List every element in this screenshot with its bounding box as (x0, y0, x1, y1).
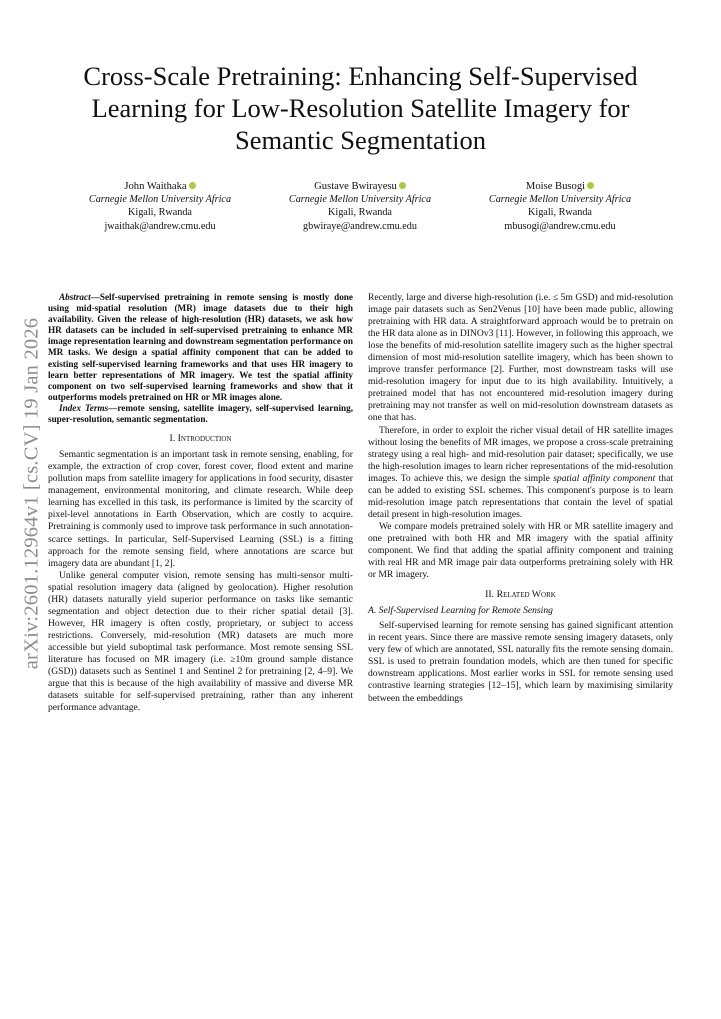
author-name: Moise Busogi (525, 181, 586, 192)
orcid-icon[interactable] (189, 182, 196, 189)
left-column (48, 292, 353, 714)
author-block (60, 180, 660, 233)
section-heading-introduction: I. Introduction (169, 433, 232, 445)
abstract (48, 292, 353, 403)
author-affiliation: Carnegie Mellon University Africa (288, 194, 432, 206)
subsection-heading: A. Self-Supervised Learning for Remote Sensing (368, 605, 553, 617)
paragraph: We compare models pretrained solely with HR or MR satellite imagery and one pretrained with both HR and MR imagery with the spatial affinity component. We find that adding the spatial affinity component and training with real HR and MR image pair data outperforms pretraining solely with HR or MR imagery. (368, 520, 673, 581)
paragraph: Unlike general computer vision, remote sensing has multi-sensor multi-spatial resolution imagery data (aligned by geolocation). Higher resolution (HR) datasets naturally yield superior performance on tasks like semantic segmentation and object detection due to their richer spatial detail [3]. However, HR imagery is often costly, proprietary, or subject to access restrictions. Conversely, mid-resolution (MR) datasets are much more accessible but yield suboptimal task performance. Most remote sensing SSL literature has focused on MR imagery (i.e. ≥10m ground sample distance (GSD)) datasets such as Sentinel 1 and Sentinel 2 for pretraining [2, 4–9]. We argue that this is because of the high availability of massive and diverse MR datasets suitable for self-supervised pretraining, rather than any inherent performance advantage. (48, 569, 353, 714)
abstract-lead: Abstract (59, 292, 91, 302)
author-name: Gustave Bwirayesu (314, 181, 397, 192)
author-1 (60, 180, 260, 233)
paragraph: Semantic segmentation is an important task in remote sensing, enabling, for example, the extraction of crop cover, forest cover, flood extent and marine pollution maps from satellite imagery for applications in food security, disaster management, environmental monitoring, and climate research. While deep learning has excelled in this task, its performance is limited by the scarcity of pixel-level annotations in Earth Observation, which are costly to acquire. Pretraining is commonly used to improve task performance in such annotation-scarce settings. In particular, Self-Supervised Learning (SSL) is a fitting approach for the remote sensing field, where annotations are scarce but imagery data are abundant [1, 2]. (48, 449, 353, 569)
author-affiliation: Carnegie Mellon University Africa (488, 194, 632, 206)
index-terms-lead: Index Terms (59, 402, 109, 413)
author-name: John Waithaka (124, 181, 187, 192)
arxiv-identifier (14, 296, 50, 690)
author-email[interactable]: mbusogi@andrew.cmu.edu (504, 220, 616, 232)
index-terms (48, 403, 353, 425)
author-location: Kigali, Rwanda (128, 207, 192, 219)
author-3 (460, 180, 660, 233)
right-column (368, 292, 673, 705)
abstract-text: —Self-supervised pretraining in remote sensing is mostly done using mid-spatial resolution (MR) image datasets due to their high availability. Given the release of high-resolution (HR) datasets, we ask how HR datasets can be included in self-supervised pretraining to enhance MR image representation learning and downstream segmentation performance on MR tasks. We design a spatial affinity component that can be added to existing self-supervised learning frameworks and that uses HR imagery to learn better representations of MR imagery. We test the spatial affinity component on two self-supervised learning frameworks and show that it outperforms models pretrained on HR or MR images alone. (48, 292, 353, 402)
orcid-icon[interactable] (587, 182, 594, 189)
paper-title: Cross-Scale Pretraining: Enhancing Self-Supervised Learning for Low-Resolution Satellite Imagery for Semantic Segmentation (83, 61, 638, 155)
author-email[interactable]: jwaithak@andrew.cmu.edu (104, 220, 216, 232)
paragraph: Recently, large and diverse high-resolution (i.e. ≤ 5m GSD) and mid-resolution image pair datasets such as Sen2Venus [10] have been made public, allowing pretraining with HR data. A straightforward approach would be to pretrain on the HR data alone as in DINOv3 [11]. However, in following this approach, we lose the benefits of mid-resolution satellite imagery such as the higher spectral dimension of most mid-resolution satellite imagery, which has been shown to improve transfer performance [2]. Further, most downstream tasks will use mid-resolution imagery for input due to its high availability. Intuitively, a pretrained model that has not encountered mid-resolution imagery during pretraining may not transfer as well on mid-resolution downstream datasets as one that has. (368, 292, 673, 424)
orcid-icon[interactable] (399, 182, 406, 189)
arxiv-identifier-text: arXiv:2601.12964v1 [cs.CV] 19 Jan 2026 (20, 317, 43, 669)
paragraph: Self-supervised learning for remote sensing has gained significant attention in recent years. Since there are massive remote sensing imagery datasets, only very few of which are annotated, SSL naturally fits the remote sensing domain. SSL is used to pretrain foundation models, which are then tuned for specific downstream applications. Most earlier works in SSL for remote sensing used contrastive learning strategies [12–15], which learn by maximising similarity between the embeddings (368, 620, 673, 704)
author-location: Kigali, Rwanda (328, 207, 392, 219)
author-email[interactable]: gbwiraye@andrew.cmu.edu (303, 220, 417, 232)
paragraph: Therefore, in order to exploit the richer visual detail of HR satellite images without losing the benefits of MR images, we propose a cross-scale pretraining strategy using a real high- and mid-resolution pair dataset; specifically, we use the high-resolution images to learn richer representations of the mid-resolution images. To achieve this, we design the simple spatial affinity component that can be added to existing SSL schemes. This component's purpose is to learn mid-resolution image patch representations that contain the level of spatial detail present in high-resolution images. (368, 424, 673, 520)
section-heading-related-work: II. Related Work (485, 589, 556, 601)
emphasis: spatial affinity component (553, 472, 656, 484)
index-terms-text: —remote sensing, satellite imagery, self-supervised learning, super-resolution, semantic segmentation. (48, 402, 353, 425)
author-affiliation: Carnegie Mellon University Africa (88, 194, 232, 206)
author-location: Kigali, Rwanda (528, 207, 592, 219)
author-2 (260, 180, 460, 233)
